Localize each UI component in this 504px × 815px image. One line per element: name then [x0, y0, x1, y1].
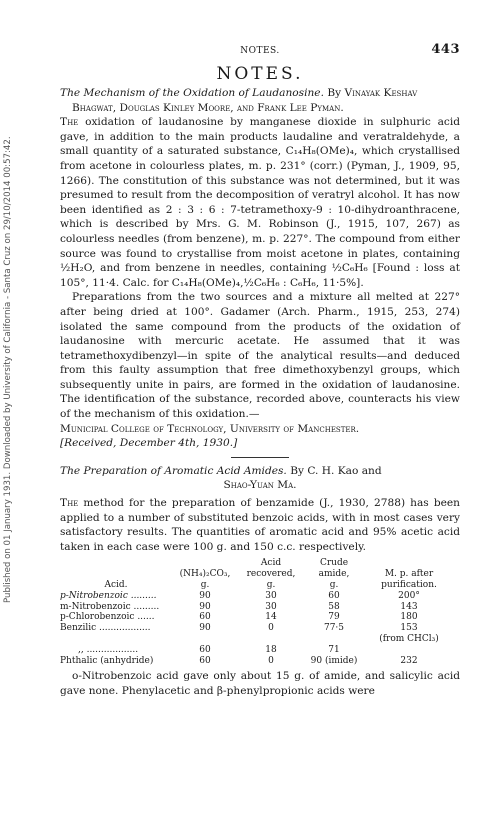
note-laudanosine — [60, 86, 460, 451]
table-row: p-Chlorobenzoic ...... 60 14 79 180 — [60, 612, 418, 623]
note2-authors-line2: Shao-Yuan Ma. — [223, 479, 297, 492]
amide-table — [60, 558, 454, 666]
download-watermark: Published on 01 January 1931. Downloaded by University of California - Santa Cruz on 29/10/2014 00:57:42. — [3, 136, 13, 604]
note-amides — [60, 464, 460, 699]
note1-title: The Mechanism of the Oxidation of Laudanosine. — [60, 87, 324, 99]
note2-para1-lead: The — [60, 497, 79, 510]
note2-by-line: By C. H. Kao and — [290, 464, 382, 477]
amide-table-header — [60, 558, 454, 590]
table-row: ,, .................. 60 18 71 — [78, 644, 340, 655]
table-row: m-Nitrobenzoic ......... 90 30 58 143 — [60, 601, 418, 612]
note1-para1-text: oxidation of laudanosine by manganese dioxide in sulphuric acid gave, in addition to the main products laudaline and veratraldehyde, a small quantity of a saturated substance, C₁₄H₈(OMe)₄, which crystallised from acetone in colourless plates, m. p. 231° (corr.) (Pyman, J., 1909, 95, 1266). The constitution of this substance was not determined, but it was presumed to result from the decomposition of veratryl alcohol. It has now been identified as 2 : 3 : 6 : 7-tetramethoxy-9 : 10-dihydroanthracene, which is described by Mrs. G. M. Robinson (J., 1915, 107, 267) as colourless needles (from benzene), m. p. 227°. The compound from either source was found to crystallise from moist acetone in plates, containing ½H₂O, and from benzene in needles, containing ½C₆H₆ [Found : loss at 105°, 11·4. Calc. for C₁₄H₈(OMe)₄,½C₆H₆ : C₆H₆, 11·5%]. — [60, 116, 461, 289]
note1-authors-line2: Bhagwat, Douglas Kinley Moore, and Frank Lee Pyman. — [72, 101, 344, 114]
header-carbonate: (NH₄)₂CO₃, g. — [179, 569, 231, 590]
note2-para2: o-Nitrobenzoic acid gave only about 15 g. of amide, and salicylic acid gave none. Phenylacetic and β-phenylpropionic acids were — [60, 670, 460, 697]
table-row: Benzilic .................. 90 0 77·5 153 — [60, 623, 418, 634]
header-recovered: Acid recovered, g. — [246, 558, 296, 590]
section-divider — [231, 457, 289, 458]
note1-affiliation — [60, 422, 460, 437]
section-title: NOTES. — [216, 64, 304, 84]
page-number: 443 — [431, 42, 460, 57]
header-amide: Crude amide, g. — [318, 558, 350, 590]
note1-received: [Received, December 4th, 1930.] — [60, 437, 238, 450]
note1-by: By — [327, 87, 342, 99]
header-acid: Acid. — [104, 580, 128, 590]
table-row: p-Nitrobenzoic ......... 90 30 60 200° — [60, 590, 420, 601]
note2-title: The Preparation of Aromatic Acid Amides. — [60, 464, 287, 477]
note1-affiliation-text: Municipal College of Technology, University of Manchester. — [60, 422, 360, 435]
running-head — [60, 44, 460, 60]
note1-authors-line1: Vinayak Keshav — [344, 87, 418, 99]
note1-heading — [60, 86, 460, 101]
note1-para1 — [60, 115, 460, 290]
journal-page — [60, 44, 460, 699]
table-row: Phthalic (anhydride) 60 0 90 (imide) 232 — [60, 655, 418, 666]
note1-para1-lead: The — [60, 116, 79, 129]
running-title: NOTES. — [240, 46, 280, 56]
note2-para1-text: method for the preparation of benzamide (J., 1930, 2788) has been applied to a number of substituted benzoic acids, with in most cases very satisfactory results. The quantities of aromatic acid and 95% acetic acid taken in each case were 100 g. and 150 c.c. respectively. — [60, 497, 460, 553]
note2-heading — [60, 464, 460, 479]
note1-para2: Preparations from the two sources and a mixture all melted at 227° after being dried at 100°. Gadamer (Arch. Pharm., 1915, 253, 274) isolated the same compound from the products of the oxidation of laudanosine with mercuric acetate. He assumed that it was tetramethoxydibenzyl—in spite of the analytical results—and deduced from this faulty assumption that free dimethoxybenzyl groups, which subsequently unite in pairs, are formed in the oxidation of laudanosine. The identification of the substance, recorded above, counteracts his view of the mechanism of this oxidation.— — [60, 291, 460, 421]
table-row: (from CHCl₃) — [379, 633, 439, 644]
note2-para1 — [60, 496, 460, 554]
header-melting-point: M. p. after purification. — [381, 569, 437, 590]
